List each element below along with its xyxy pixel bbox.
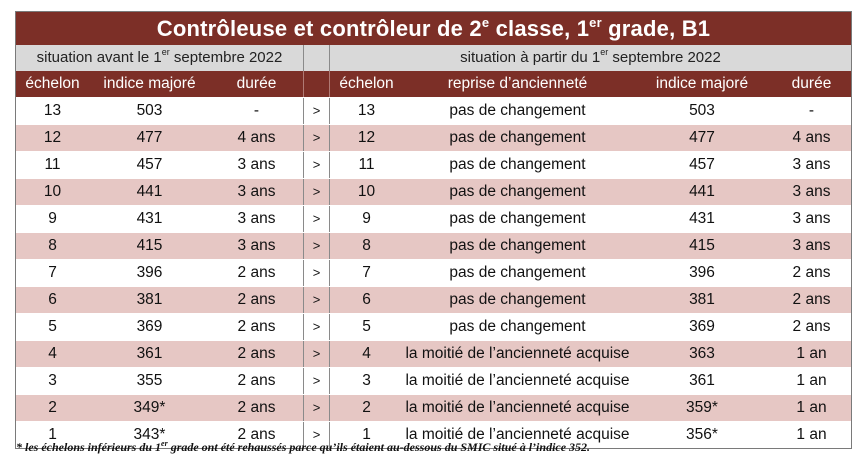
cell-indice-before: 431	[136, 210, 163, 227]
cell-echelon-after: 12	[357, 129, 376, 146]
cell-duree-after: -	[808, 102, 815, 119]
cell-duree-after: 1 an	[796, 399, 827, 416]
column-header-row	[16, 71, 851, 97]
cell-duree-before: 2 ans	[210, 287, 304, 313]
cell-duree-after: 2 ans	[792, 291, 831, 308]
col-duree-after: durée	[791, 75, 832, 92]
cell-duree-before: 4 ans	[210, 125, 304, 151]
cell-duree-after: 1 an	[796, 426, 827, 443]
cell-indice-before: 381	[136, 291, 163, 308]
subheader-after-post: septembre 2022	[608, 49, 721, 66]
cell-arrow: >	[304, 368, 330, 394]
subheader-spacer	[304, 45, 330, 71]
title-part-end: grade, B1	[601, 16, 711, 41]
cell-indice-before: 457	[136, 156, 163, 173]
cell-indice-before: 355	[136, 372, 163, 389]
title-sup-e: e	[481, 14, 490, 30]
cell-echelon-after: 9	[362, 210, 371, 227]
cell-duree-before: -	[210, 98, 304, 124]
cell-echelon-after: 10	[357, 183, 376, 200]
cell-echelon-before: 9	[48, 210, 57, 227]
col-duree-before: durée	[210, 71, 304, 97]
cell-indice-before: 477	[136, 129, 163, 146]
cell-echelon-after: 5	[362, 318, 371, 335]
cell-duree-before: 2 ans	[210, 341, 304, 367]
cell-echelon-after: 8	[362, 237, 371, 254]
cell-indice-before: 361	[136, 345, 163, 362]
cell-indice-after: 503	[689, 102, 715, 119]
cell-echelon-before: 1	[48, 426, 57, 443]
cell-indice-after: 363	[689, 345, 715, 362]
col-indice-before: indice majoré	[103, 75, 196, 92]
footnote	[16, 440, 590, 455]
col-echelon-before: échelon	[25, 75, 80, 92]
cell-echelon-before: 12	[43, 129, 62, 146]
footnote-post: grade ont été rehaussés parce qu’ils étaient au-dessous du SMIC situé à l’indice 352.	[167, 440, 591, 454]
cell-arrow: >	[304, 422, 330, 448]
cell-arrow: >	[304, 341, 330, 367]
cell-echelon-before: 11	[44, 156, 61, 173]
cell-indice-after: 361	[689, 372, 715, 389]
cell-duree-before: 3 ans	[210, 152, 304, 178]
cell-echelon-before: 10	[43, 183, 62, 200]
cell-duree-after: 1 an	[796, 345, 827, 362]
cell-arrow: >	[304, 287, 330, 313]
cell-reprise: pas de changement	[449, 129, 586, 146]
table-row	[16, 205, 851, 232]
cell-echelon-after: 2	[362, 399, 371, 416]
footnote-sup: er	[161, 439, 168, 448]
cell-arrow: >	[304, 206, 330, 232]
table-row	[16, 313, 851, 340]
subheader-before-post: septembre 2022	[169, 49, 283, 66]
cell-echelon-after: 11	[358, 156, 375, 173]
cell-echelon-before: 2	[48, 399, 57, 416]
cell-echelon-before: 6	[48, 291, 57, 308]
cell-duree-after: 3 ans	[792, 183, 831, 200]
cell-reprise: pas de changement	[449, 291, 586, 308]
cell-arrow: >	[304, 233, 330, 259]
cell-arrow: >	[304, 179, 330, 205]
cell-echelon-before: 4	[48, 345, 57, 362]
cell-echelon-after: 6	[362, 291, 371, 308]
subheader-before-pre: situation avant le 1	[36, 49, 162, 66]
cell-duree-before: 3 ans	[210, 206, 304, 232]
col-echelon-after: échelon	[339, 75, 394, 92]
cell-duree-before: 2 ans	[210, 422, 304, 448]
cell-arrow: >	[304, 395, 330, 421]
cell-indice-before: 343*	[133, 426, 166, 443]
cell-indice-after: 356*	[686, 426, 718, 443]
cell-duree-after: 3 ans	[792, 237, 831, 254]
subheader-after-pre: situation à partir du 1	[460, 49, 601, 66]
table-row	[16, 124, 851, 151]
table-row	[16, 178, 851, 205]
cell-arrow: >	[304, 314, 330, 340]
cell-duree-before: 2 ans	[210, 368, 304, 394]
col-reprise: reprise d’ancienneté	[447, 75, 588, 92]
cell-indice-before: 503	[136, 102, 163, 119]
cell-echelon-after: 3	[362, 372, 371, 389]
table-row	[16, 340, 851, 367]
footnote-pre: * les échelons inférieurs du 1	[16, 440, 162, 454]
cell-reprise: la moitié de l’ancienneté acquise	[405, 345, 630, 362]
cell-indice-after: 369	[689, 318, 715, 335]
cell-duree-before: 2 ans	[210, 395, 304, 421]
cell-arrow: >	[304, 98, 330, 124]
cell-duree-after: 2 ans	[792, 264, 831, 281]
table-title	[16, 12, 851, 45]
title-sup-er: er	[589, 14, 602, 30]
cell-reprise: la moitié de l’ancienneté acquise	[405, 426, 630, 443]
cell-echelon-before: 7	[48, 264, 57, 281]
cell-indice-after: 359*	[686, 399, 718, 416]
cell-indice-before: 396	[136, 264, 163, 281]
cell-duree-before: 2 ans	[210, 260, 304, 286]
table-row	[16, 286, 851, 313]
cell-indice-after: 477	[689, 129, 715, 146]
cell-arrow: >	[304, 260, 330, 286]
col-arrow	[304, 71, 330, 97]
cell-arrow: >	[304, 125, 330, 151]
table-row	[16, 259, 851, 286]
subheader-after-sup: er	[600, 47, 609, 57]
cell-echelon-before: 3	[48, 372, 57, 389]
cell-reprise: pas de changement	[449, 237, 586, 254]
table-row	[16, 97, 851, 124]
cell-indice-before: 369	[136, 318, 163, 335]
cell-reprise: pas de changement	[449, 156, 586, 173]
cell-indice-after: 415	[689, 237, 715, 254]
cell-duree-before: 2 ans	[210, 314, 304, 340]
cell-indice-before: 415	[136, 237, 163, 254]
cell-duree-before: 3 ans	[210, 179, 304, 205]
cell-echelon-before: 5	[48, 318, 57, 335]
cell-reprise: pas de changement	[449, 102, 586, 119]
cell-reprise: la moitié de l’ancienneté acquise	[405, 399, 630, 416]
cell-echelon-before: 8	[48, 237, 57, 254]
cell-duree-after: 4 ans	[792, 129, 831, 146]
cell-duree-before: 3 ans	[210, 233, 304, 259]
cell-duree-after: 1 an	[796, 372, 827, 389]
cell-duree-after: 2 ans	[792, 318, 831, 335]
cell-reprise: pas de changement	[449, 183, 586, 200]
title-part-main: Contrôleuse et contrôleur de 2	[156, 16, 482, 41]
cell-echelon-before: 13	[43, 102, 62, 119]
subheader-before-sup: er	[161, 47, 170, 57]
period-subheader	[16, 45, 851, 71]
table-row	[16, 367, 851, 394]
cell-indice-after: 457	[689, 156, 715, 173]
cell-indice-after: 396	[689, 264, 715, 281]
cell-arrow: >	[304, 152, 330, 178]
table-row	[16, 232, 851, 259]
cell-echelon-after: 4	[362, 345, 371, 362]
cell-reprise: la moitié de l’ancienneté acquise	[405, 372, 630, 389]
table-body	[16, 97, 851, 448]
grade-table	[15, 11, 852, 449]
cell-indice-before: 441	[136, 183, 163, 200]
subheader-after	[330, 45, 851, 71]
subheader-before	[16, 45, 304, 71]
cell-indice-after: 441	[689, 183, 715, 200]
cell-indice-after: 381	[689, 291, 715, 308]
cell-reprise: pas de changement	[449, 264, 586, 281]
cell-duree-after: 3 ans	[792, 156, 831, 173]
cell-duree-after: 3 ans	[792, 210, 831, 227]
table-row	[16, 394, 851, 421]
cell-echelon-after: 1	[362, 426, 371, 443]
cell-indice-after: 431	[689, 210, 715, 227]
title-part-mid: classe, 1	[489, 16, 590, 41]
cell-echelon-after: 7	[362, 264, 371, 281]
cell-echelon-after: 13	[357, 102, 376, 119]
cell-reprise: pas de changement	[449, 318, 586, 335]
cell-reprise: pas de changement	[449, 210, 586, 227]
col-indice-after: indice majoré	[655, 75, 749, 92]
table-row	[16, 151, 851, 178]
cell-indice-before: 349*	[133, 399, 166, 416]
